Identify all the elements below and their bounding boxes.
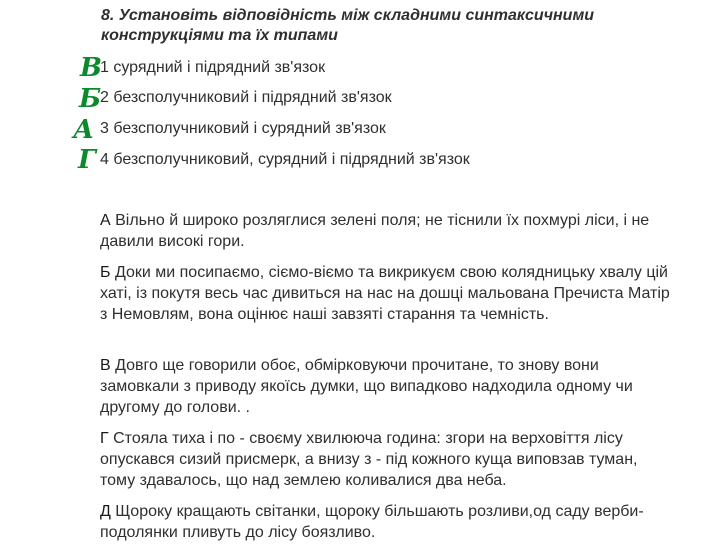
task-title: 8. Установіть відповідність між складними синтаксичними конструкціями та їх типами (101, 7, 595, 44)
handwritten-answer-4: Г (78, 145, 96, 175)
sentence-h (100, 428, 670, 491)
type-item-2: 2 безсполучниковий і підрядний зв'язок (100, 89, 392, 106)
sentence-letter: А (100, 212, 111, 229)
sentence-letter: Д (100, 503, 111, 520)
handwritten-answer-1: В (80, 53, 102, 83)
handwritten-answer-3: А (73, 115, 95, 145)
type-item-1: 1 сурядний і підрядний зв'язок (100, 59, 326, 76)
type-item-3: 3 безсполучниковий і сурядний зв'язок (100, 120, 386, 137)
sentence-text: Стояла тиха і по - своєму хвилююча година: згори на верховіття лісу опускався сизий присмерк, а внизу з - під кожного куща виповзав туман, тому здавалось, що над землею коливалися два неба. (100, 430, 638, 489)
handwritten-answer-2: Б (79, 84, 102, 114)
sentence-text: Вільно й широко розляглися зелені поля; не тіснили їх похмурі ліси, і не давили високі гори. (100, 212, 650, 250)
type-item-4: 4 безсполучниковий, сурядний і підрядний зв'язок (100, 151, 470, 168)
sentence-letter: В (100, 357, 111, 374)
sentence-b (100, 262, 670, 325)
sentence-letter: Г (100, 430, 109, 447)
sentence-a (100, 210, 670, 252)
sentence-text: Довго ще говорили обоє, обмірковуючи прочитане, то знову вони замовкали з приводу якоїсь думки, що випадково надходила одному чи другому до голови. . (100, 357, 633, 416)
sentence-text: Доки ми посипаємо, сіємо-віємо та викрикуєм свою колядницьку хвалу цій хаті, із покутя весь час дивиться на нас на дошці мальована Пречиста Матір з Немовлям, вона оцінює наші завзяті старання та чемність. (100, 264, 670, 323)
sentence-letter: Б (100, 264, 111, 281)
sentence-text: Щороку кращають світанки, щороку більшають розливи,од саду верби-подолянки пливуть до лісу боязливо. (100, 503, 644, 541)
sentence-d (100, 501, 670, 543)
sentence-v (100, 355, 670, 418)
